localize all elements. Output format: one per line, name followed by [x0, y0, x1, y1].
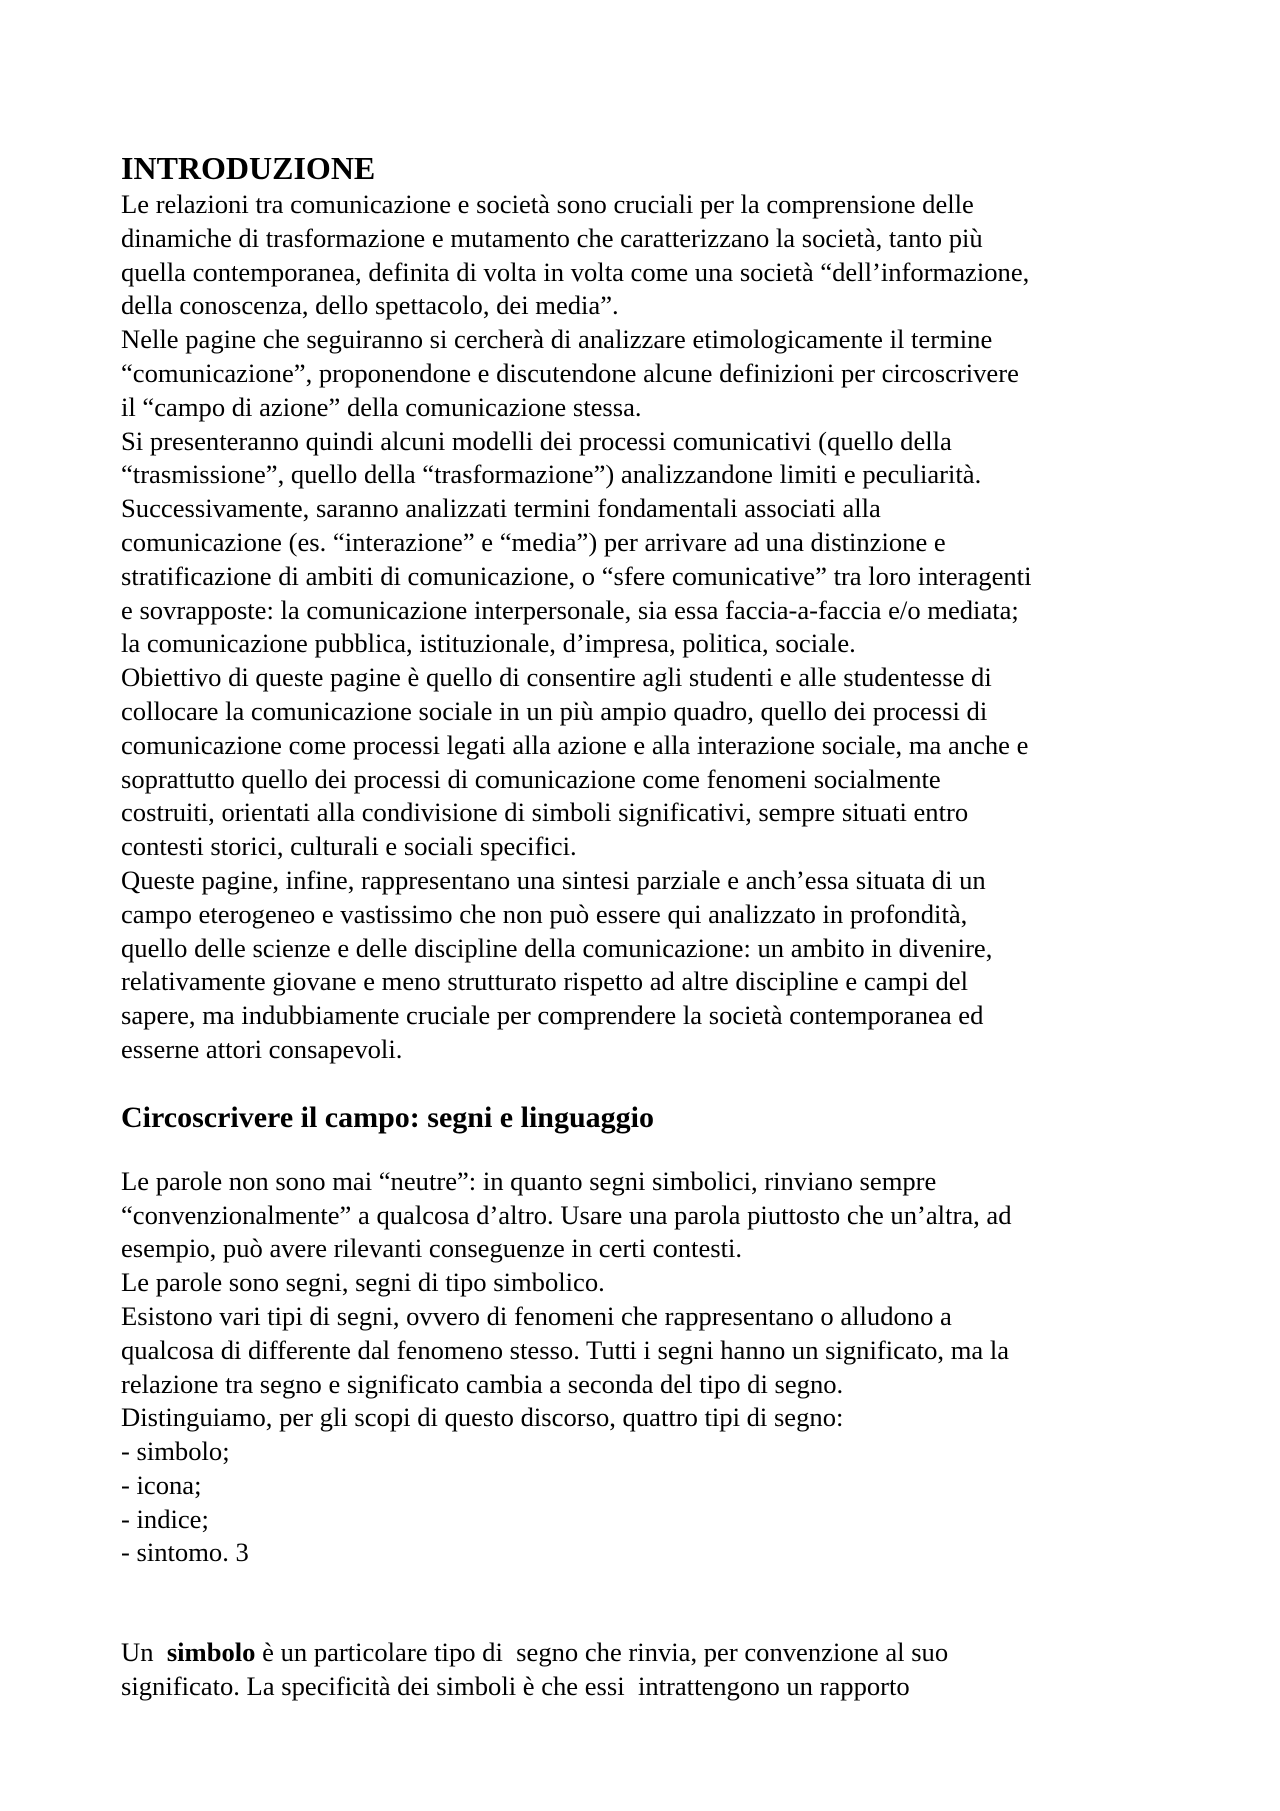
text-line: Le relazioni tra comunicazione e società sono cruciali per la comprensione delle	[121, 189, 974, 219]
text-line: dinamiche di trasformazione e mutamento che caratterizzano la società, tanto più	[121, 222, 983, 253]
list-item-sintomo: - sintomo. 3	[121, 1537, 249, 1568]
text-prefix: Un	[121, 1637, 167, 1668]
text-line: della conoscenza, dello spettacolo, dei media”.	[121, 290, 619, 321]
text-line: “convenzionalmente” a qualcosa d’altro. Usare una parola piuttosto che un’altra, ad	[121, 1199, 1012, 1230]
symbol-paragraph	[121, 1636, 1181, 1704]
text-line: la comunicazione pubblica, istituzionale, d’impresa, politica, sociale.	[121, 628, 856, 659]
text-line: esserne attori consapevoli.	[121, 1033, 403, 1064]
text-line: comunicazione come processi legati alla azione e alla interazione sociale, ma anche e	[121, 729, 1029, 760]
text-line: quello delle scienze e delle discipline della comunicazione: un ambito in divenire,	[121, 932, 993, 963]
text-line: “trasmissione”, quello della “trasformazione”) analizzandone limiti e peculiarità.	[121, 459, 982, 490]
text-line: Le parole non sono mai “neutre”: in quanto segni simbolici, rinviano sempre	[121, 1165, 937, 1196]
text-line: quella contemporanea, definita di volta in volta come una società “dell’informazione,	[121, 256, 1030, 287]
list-item-icona: - icona;	[121, 1469, 202, 1500]
heading-introduzione: INTRODUZIONE	[121, 150, 376, 186]
text-line: campo eterogeneo e vastissimo che non può essere qui analizzato in profondità,	[121, 898, 968, 929]
text-line: sapere, ma indubbiamente cruciale per comprendere la società contemporanea ed	[121, 1000, 984, 1031]
text-line: Esistono vari tipi di segni, ovvero di fenomeni che rappresentano o alludono a	[121, 1300, 952, 1331]
section-paragraph	[121, 1165, 1181, 1571]
spacer	[121, 1067, 1181, 1099]
text-line: Nelle pagine che seguiranno si cercherà di analizzare etimologicamente il termine	[121, 324, 993, 355]
list-item-indice: - indice;	[121, 1503, 209, 1534]
text-line: Queste pagine, infine, rappresentano una sintesi parziale e anch’essa situata di un	[121, 864, 986, 895]
text-line: relativamente giovane e meno strutturato rispetto ad altre discipline e campi del	[121, 966, 969, 997]
text-line: qualcosa di differente dal fenomeno stesso. Tutti i segni hanno un significato, ma la	[121, 1334, 1010, 1365]
text-line: e sovrapposte: la comunicazione interpersonale, sia essa faccia-a-faccia e/o mediata;	[121, 594, 1019, 625]
document-page	[121, 148, 1181, 1704]
text-line: esempio, può avere rilevanti conseguenze in certi contesti.	[121, 1233, 743, 1264]
text-line: collocare la comunicazione sociale in un più ampio quadro, quello dei processi di	[121, 695, 988, 726]
text-line: costruiti, orientati alla condivisione di simboli significativi, sempre situati entro	[121, 797, 969, 828]
text-rest: è un particolare tipo di segno che rinvia, per convenzione al suo	[255, 1637, 949, 1668]
list-item-simbolo: - simbolo;	[121, 1436, 230, 1467]
text-line: stratificazione di ambiti di comunicazione, o “sfere comunicative” tra loro interagenti	[121, 560, 1032, 591]
spacer	[121, 1137, 1181, 1165]
text-line: il “campo di azione” della comunicazione stessa.	[121, 391, 642, 422]
text-line: contesti storici, culturali e sociali specifici.	[121, 831, 577, 862]
text-line: soprattutto quello dei processi di comunicazione come fenomeni socialmente	[121, 763, 941, 794]
text-line: Obiettivo di queste pagine è quello di consentire agli studenti e alle studentesse di	[121, 662, 992, 693]
text-line: “comunicazione”, proponendone e discutendone alcune definizioni per circoscrivere	[121, 357, 1019, 388]
text-line: Successivamente, saranno analizzati termini fondamentali associati alla	[121, 493, 881, 524]
text-line: significato. La specificità dei simboli è che essi intrattengono un rapporto	[121, 1671, 910, 1702]
bold-term-simbolo: simbolo	[166, 1637, 256, 1668]
text-line: Distinguiamo, per gli scopi di questo discorso, quattro tipi di segno:	[121, 1402, 844, 1433]
spacer	[121, 1570, 1181, 1636]
intro-paragraph	[121, 188, 1181, 1067]
text-line: Si presenteranno quindi alcuni modelli dei processi comunicativi (quello della	[121, 425, 952, 456]
text-line: relazione tra segno e significato cambia a seconda del tipo di segno.	[121, 1368, 844, 1399]
text-line: Le parole sono segni, segni di tipo simbolico.	[121, 1267, 605, 1298]
text-line	[121, 1636, 1181, 1670]
text-line: comunicazione (es. “interazione” e “media”) per arrivare ad una distinzione e	[121, 526, 946, 557]
heading-section: Circoscrivere il campo: segni e linguaggio	[121, 1100, 654, 1134]
